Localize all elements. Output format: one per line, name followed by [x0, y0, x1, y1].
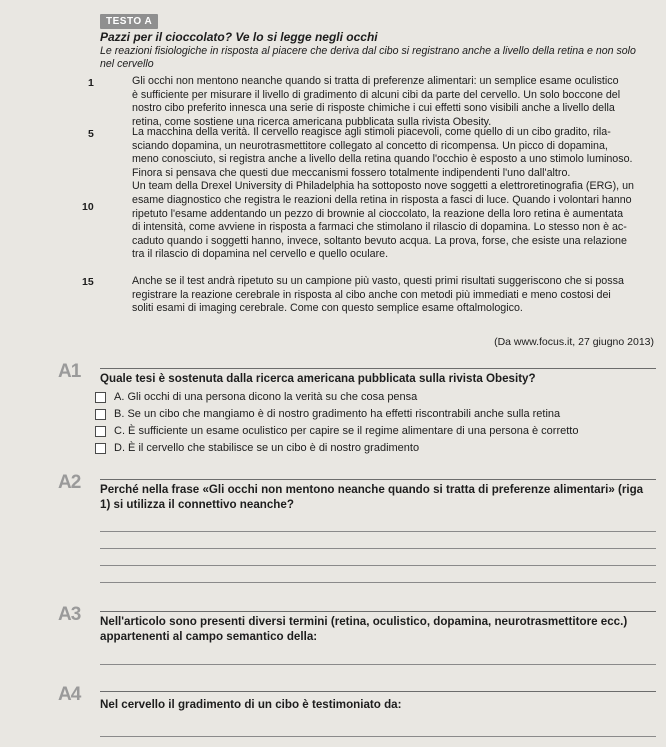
text-line: è sufficiente per misurare il livello di gradimento di alcuni cibi da parte del cervello. Un solo boccone del: [132, 88, 621, 101]
question-line: Perché nella frase «Gli occhi non mentono neanche quando si tratta di preferenze alimentari» (riga: [100, 483, 644, 496]
question-line: appartenenti al campo semantico della:: [100, 630, 318, 643]
text-line: nostro cibo preferito innesca una serie di risposte chimiche i cui effetti sono visibili anche a livello della: [132, 102, 615, 115]
text-line: Finora si pensava che questi due meccanismi fossero totalmente indipendenti l'uno dall'altro.: [132, 166, 571, 179]
text-line: soliti esami di imaging cerebrale. Come con questo semplice esame oftalmologico.: [132, 302, 523, 315]
divider: [100, 611, 656, 612]
text-line: Un team della Drexel University di Philadelphia ha sottoposto nove soggetti a elettroretinografia (ERG), un: [132, 180, 634, 193]
line-number: 5: [88, 128, 94, 140]
text-line: sciando dopamina, un neurotrasmettitore collegato al concetto di ricompensa. Un picco di dopamina,: [132, 139, 608, 152]
checkbox-icon[interactable]: [95, 392, 106, 403]
text-line: Anche se il test andrà ripetuto su un campione più vasto, questi primi risultati suggeriscono che si possa: [132, 275, 624, 287]
text-line: meno conosciuto, si registra anche a livello della retina quando l'occhio è esposto a uno stimolo luminoso.: [132, 153, 633, 166]
article-subtitle: [100, 45, 660, 71]
text-line: caduto quando i soggetti hanno, invece, soltanto bevuto acqua. La prova, forse, che esiste una relazione: [132, 234, 627, 247]
question-number: A4: [58, 684, 81, 705]
paragraph-conclusion: [132, 275, 624, 316]
question-line: Nell'articolo sono presenti diversi termini (retina, oculistico, dopamina, neurotrasmettitore ecc.): [100, 615, 628, 628]
text-line: retina, come sostiene una ricerca americana pubblicata sulla rivista Obesity.: [132, 115, 492, 128]
checkbox-icon[interactable]: [95, 426, 106, 437]
text-line: esame diagnostico che registra le reazioni della retina in risposta a fasci di luce. Quando i volontari hanno: [132, 193, 632, 206]
answer-option-a[interactable]: [95, 391, 417, 403]
option-label: D. È il cervello che stabilisce se un cibo è di nostro gradimento: [114, 442, 420, 454]
question-text: [100, 482, 643, 512]
answer-line[interactable]: [100, 531, 656, 532]
answer-option-b[interactable]: [95, 408, 560, 420]
text-label-tag: TESTO A: [100, 14, 158, 29]
question-number: A3: [58, 604, 81, 625]
line-number: 10: [82, 201, 94, 213]
line-number: 15: [82, 276, 94, 288]
question-text: Nel cervello il gradimento di un cibo è testimoniato da:: [100, 698, 402, 711]
paragraph-body: [132, 126, 634, 262]
text-line: ripetuto l'esame addentando un pezzo di brownie al cioccolato, la reazione della loro retina è aumentata: [132, 207, 624, 220]
text-line: La macchina della verità. Il cervello reagisce agli stimoli piacevoli, come quello di un cibo gradito, rila-: [132, 126, 611, 138]
checkbox-icon[interactable]: [95, 443, 106, 454]
question-text: [100, 614, 627, 644]
article-source: (Da www.focus.it, 27 giugno 2013): [494, 336, 654, 348]
divider: [100, 368, 656, 369]
question-number: A2: [58, 472, 81, 493]
answer-line[interactable]: [100, 736, 656, 737]
text-line: di intensità, come avviene in risposta a farmaci che stimolano il rilascio di dopamina. Lo stesso non è ac-: [132, 221, 627, 234]
divider: [100, 479, 656, 480]
option-label: A. Gli occhi di una persona dicono la verità su che cosa pensa: [114, 391, 418, 403]
text-line: registrare la reazione cerebrale in risposta al cibo anche con metodi più immediati e meno costosi dei: [132, 288, 611, 301]
line-number: 1: [88, 77, 94, 89]
answer-option-c[interactable]: [95, 425, 578, 437]
subtitle-line: Le reazioni fisiologiche in risposta al piacere che deriva dal cibo si registrano anche a livello della retina e non solo: [100, 45, 636, 57]
article-title: Pazzi per il cioccolato? Ve lo si legge negli occhi: [100, 30, 378, 44]
text-line: Gli occhi non mentono neanche quando si tratta di preferenze alimentari: un semplice esame oculistico: [132, 75, 619, 87]
question-text: Quale tesi è sostenuta dalla ricerca americana pubblicata sulla rivista Obesity?: [100, 372, 536, 385]
paragraph-intro: [132, 75, 620, 129]
text-line: tra il rilascio di dopamina nel cervello e quello oculare.: [132, 248, 389, 261]
answer-line[interactable]: [100, 565, 656, 566]
option-label: C. È sufficiente un esame oculistico per capire se il regime alimentare di una persona è corretto: [114, 425, 579, 437]
subtitle-line: nel cervello: [100, 58, 154, 70]
answer-line[interactable]: [100, 548, 656, 549]
checkbox-icon[interactable]: [95, 409, 106, 420]
answer-line[interactable]: [100, 664, 656, 665]
answer-line[interactable]: [100, 582, 656, 583]
divider: [100, 691, 656, 692]
answer-option-d[interactable]: [95, 442, 419, 454]
option-label: B. Se un cibo che mangiamo è di nostro gradimento ha effetti riscontrabili anche sulla retina: [114, 408, 561, 420]
question-line: 1) si utilizza il connettivo neanche?: [100, 498, 294, 511]
question-number: A1: [58, 361, 81, 382]
